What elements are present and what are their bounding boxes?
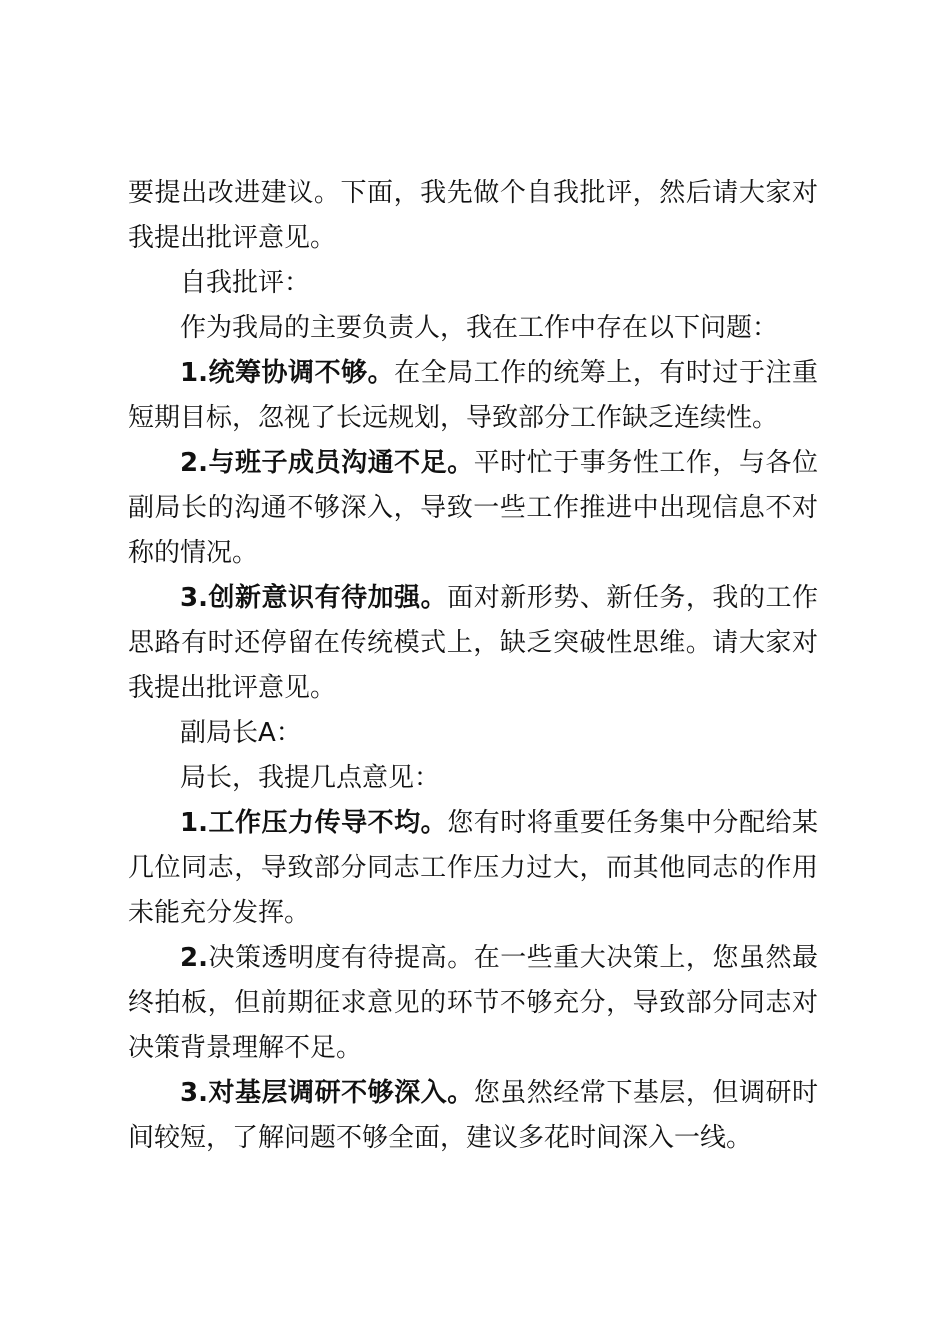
item-text: 在全局工作的统筹上，有时过于注重短期目标，忽视了长远规划，导致部分工作缺乏连续性。 — [128, 358, 818, 433]
item-text: 决策透明度有待提高。在一些重大决策上，您虽然最终拍板，但前期征求意见的环节不够充分，导致部分同志对决策背景理解不足。 — [128, 943, 818, 1063]
paragraph-text: 作为我局的主要负责人，我在工作中存在以下问题： — [180, 313, 779, 343]
item-lead: 3.对基层调研不够深入。 — [180, 1078, 474, 1108]
item-text: 平时忙于事务性工作，与各位副局长的沟通不够深入，导致一些工作推进中出现信息不对称的情况。 — [128, 448, 818, 568]
paragraph-self-intro — [128, 306, 818, 351]
section-heading-self-criticism — [128, 261, 818, 306]
item-text: 您虽然经常下基层，但调研时间较短，了解问题不够全面，建议多花时间深入一线。 — [128, 1078, 818, 1153]
list-item-deputy-2 — [128, 936, 818, 1071]
paragraph-intro-continuation — [128, 171, 818, 261]
list-item-deputy-1 — [128, 801, 818, 936]
item-text: 面对新形势、新任务，我的工作思路有时还停留在传统模式上，缺乏突破性思维。请大家对我提出批评意见。 — [128, 583, 818, 703]
item-lead: 3.创新意识有待加强。 — [180, 583, 448, 613]
paragraph-deputy-intro — [128, 756, 818, 801]
item-lead: 2.与班子成员沟通不足。 — [180, 448, 474, 478]
paragraph-text: 局长，我提几点意见： — [180, 763, 441, 793]
paragraph-text: 副局长A： — [180, 718, 302, 748]
speaker-label-deputy-a — [128, 711, 818, 756]
paragraph-text: 要提出改进建议。下面，我先做个自我批评，然后请大家对我提出批评意见。 — [128, 178, 818, 253]
document-body — [128, 171, 818, 1161]
list-item-deputy-3 — [128, 1071, 818, 1161]
list-item-self-3 — [128, 576, 818, 711]
paragraph-text: 自我批评： — [180, 268, 311, 298]
item-lead: 2. — [180, 943, 208, 973]
list-item-self-1 — [128, 351, 818, 441]
list-item-self-2 — [128, 441, 818, 576]
item-lead: 1.统筹协调不够。 — [180, 358, 395, 388]
item-text: 您有时将重要任务集中分配给某几位同志，导致部分同志工作压力过大，而其他同志的作用未能充分发挥。 — [128, 808, 818, 928]
item-lead: 1.工作压力传导不均。 — [180, 808, 448, 838]
